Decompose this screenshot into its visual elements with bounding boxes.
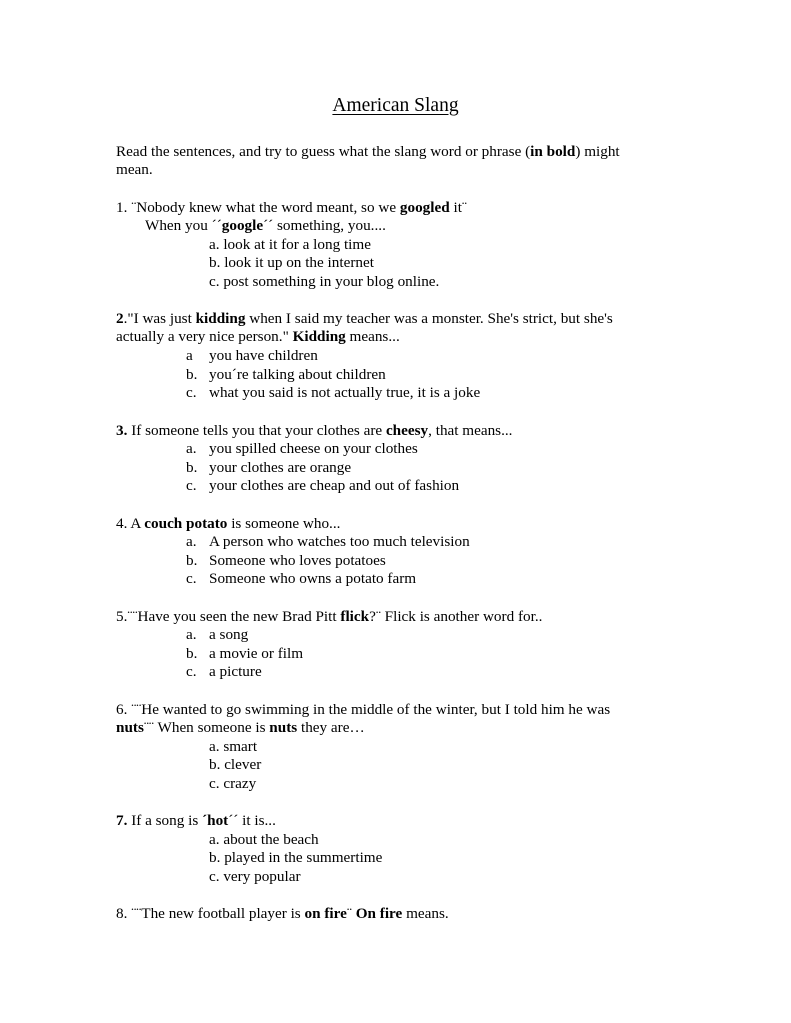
question-3-letter-b: b. [186, 459, 198, 476]
question-1-option-a: a. look at it for a long time [209, 236, 371, 253]
question-3: 3. If someone tells you that your clothes are cheesy, that means... [116, 422, 513, 439]
question-4-letter-a: a. [186, 533, 197, 550]
question-6-option-b: b. clever [209, 756, 262, 773]
question-4-option-c: Someone who owns a potato farm [209, 570, 417, 587]
question-6-option-c: c. crazy [209, 775, 257, 792]
question-6-line-2: nuts¨¨ When someone is nuts they are… [116, 719, 365, 736]
question-5-option-b: a movie or film [209, 645, 304, 662]
question-4: 4. A couch potato is someone who... [116, 515, 341, 532]
question-6-option-a: a. smart [209, 738, 258, 755]
question-7-option-c: c. very popular [209, 868, 301, 885]
question-5-option-c: a picture [209, 663, 262, 680]
question-3-letter-c: c. [186, 477, 197, 494]
question-2-option-c: what you said is not actually true, it is a joke [209, 384, 481, 401]
intro-line-2: mean. [116, 161, 153, 178]
question-2-line-2: actually a very nice person." Kidding means... [116, 328, 400, 345]
question-2-letter-c: c. [186, 384, 197, 401]
question-2-letter-a: a [186, 347, 193, 364]
question-8: 8. ¨¨The new football player is on fire¨ On fire means. [116, 905, 449, 922]
question-4-option-b: Someone who loves potatoes [209, 552, 386, 569]
question-2-letter-b: b. [186, 366, 198, 383]
question-2-option-a: you have children [209, 347, 318, 364]
question-6: 6. ¨¨He wanted to go swimming in the middle of the winter, but I told him he was [116, 701, 611, 718]
question-3-option-c: your clothes are cheap and out of fashion [209, 477, 460, 494]
question-5-letter-c: c. [186, 663, 197, 680]
question-7: 7. If a song is ´hot´´ it is... [116, 812, 276, 829]
question-5-letter-a: a. [186, 626, 197, 643]
page-title: American Slang [332, 95, 459, 116]
question-4-letter-c: c. [186, 570, 197, 587]
intro-line-1: Read the sentences, and try to guess what the slang word or phrase (in bold) might [116, 143, 620, 160]
question-2-option-b: you´re talking about children [209, 366, 386, 383]
question-4-option-a: A person who watches too much television [209, 533, 470, 550]
question-7-option-a: a. about the beach [209, 831, 319, 848]
question-3-option-b: your clothes are orange [209, 459, 352, 476]
question-4-letter-b: b. [186, 552, 198, 569]
question-1: 1. ¨Nobody knew what the word meant, so we googled it¨ [116, 199, 467, 216]
question-7-option-b: b. played in the summertime [209, 849, 383, 866]
question-1-option-b: b. look it up on the internet [209, 254, 374, 271]
question-3-option-a: you spilled cheese on your clothes [209, 440, 418, 457]
question-1-option-c: c. post something in your blog online. [209, 273, 440, 290]
question-3-letter-a: a. [186, 440, 197, 457]
question-5-option-a: a song [209, 626, 249, 643]
question-5-letter-b: b. [186, 645, 198, 662]
question-2: 2."I was just kidding when I said my teacher was a monster. She's strict, but she's [116, 310, 613, 327]
intro-bold: in bold [530, 143, 576, 160]
question-1-prompt: When you ´´google´´ something, you.... [145, 217, 386, 234]
question-5: 5.¨¨Have you seen the new Brad Pitt flick?¨ Flick is another word for.. [116, 608, 543, 625]
